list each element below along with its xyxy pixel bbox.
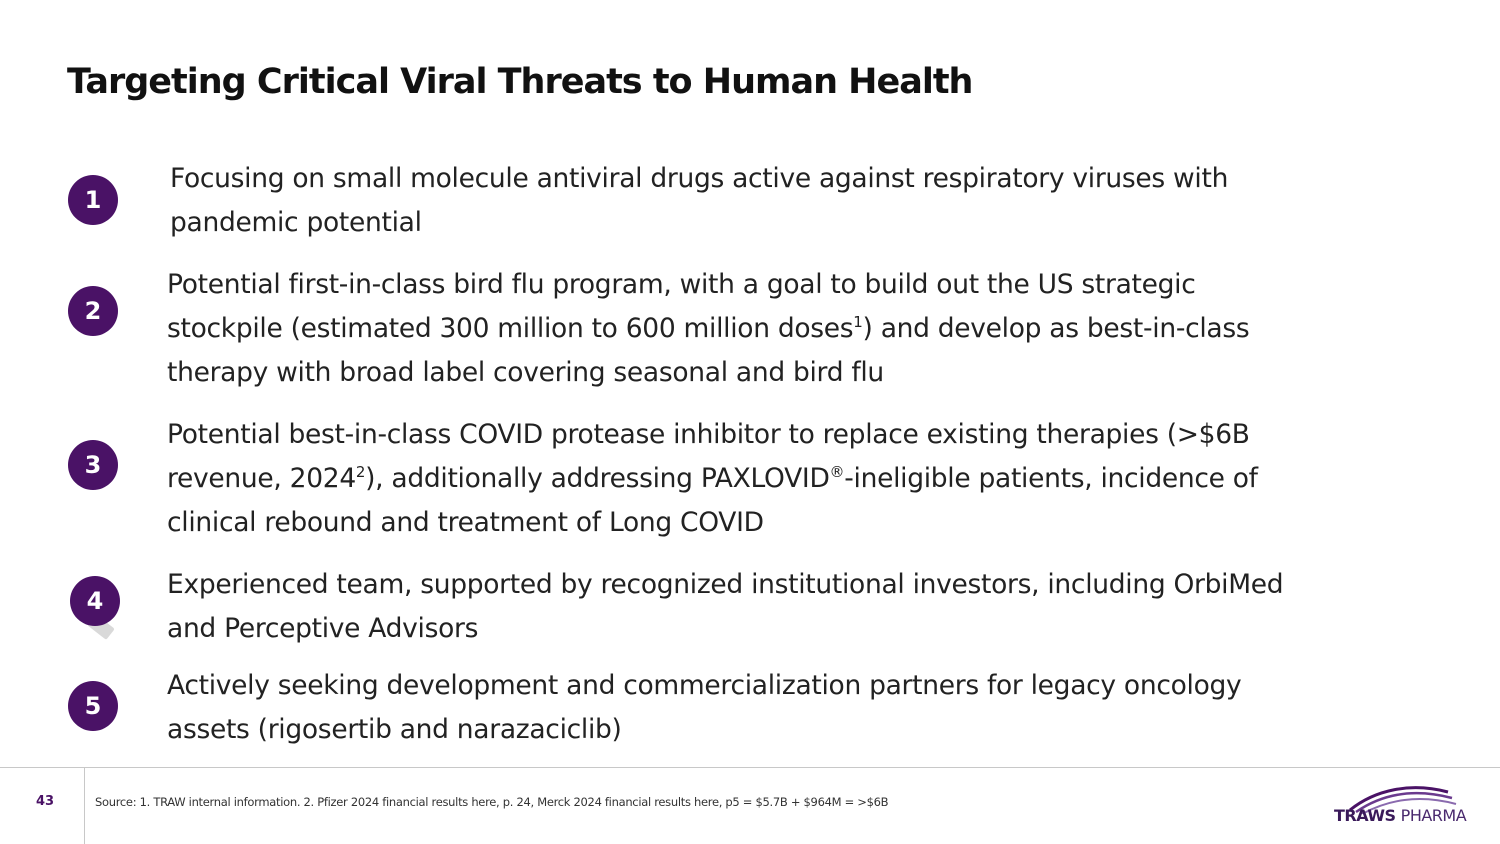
footnote-ref-2: 2 (355, 463, 366, 482)
logo-brand: TRAWS (1334, 806, 1396, 825)
source-footnote: Source: 1. TRAW internal information. 2. Pfizer 2024 financial results here, p. 24, Merck 2024 financial results here, p5 = $5.7B + $964M = >$6B (95, 795, 889, 809)
item-2-line-1: Potential first-in-class bird flu program, with a goal to build out the US strategic (167, 269, 1196, 300)
footer-vertical-divider (84, 768, 85, 844)
item-4-text (167, 563, 1283, 651)
item-4-line-2: and Perceptive Advisors (167, 613, 479, 644)
item-2-line-2b: ) and develop as best-in-class (862, 313, 1250, 344)
traws-pharma-logo (1330, 780, 1470, 830)
footnote-ref-1: 1 (853, 313, 863, 332)
number-badge-4: 4 (70, 576, 120, 626)
logo-wordmark (1334, 806, 1466, 825)
number-badge-1: 1 (68, 175, 118, 225)
item-3-line-2b: ), additionally addressing PAXLOVID (365, 463, 830, 494)
item-2-line-2a: stockpile (estimated 300 million to 600 million doses (167, 313, 854, 344)
item-1-line-1: Focusing on small molecule antiviral drugs active against respiratory viruses with (170, 163, 1229, 194)
item-2-line-3: therapy with broad label covering seasonal and bird flu (167, 357, 884, 388)
item-3-line-2c: -ineligible patients, incidence of (844, 463, 1258, 494)
slide-title: Targeting Critical Viral Threats to Human Health (67, 62, 973, 102)
item-5-line-2: assets (rigosertib and narazaciclib) (167, 714, 622, 745)
item-3-line-1: Potential best-in-class COVID protease inhibitor to replace existing therapies (>$6B (167, 419, 1250, 450)
item-3-line-3: clinical rebound and treatment of Long COVID (167, 507, 764, 538)
item-2-text (167, 263, 1249, 395)
item-3-text (167, 413, 1258, 545)
number-badge-2: 2 (68, 286, 118, 336)
registered-mark: ® (829, 463, 845, 482)
footer-divider (0, 767, 1500, 768)
number-badge-5: 5 (68, 681, 118, 731)
item-1-line-2: pandemic potential (170, 207, 422, 238)
number-badge-3: 3 (68, 440, 118, 490)
item-5-line-1: Actively seeking development and commercialization partners for legacy oncology (167, 670, 1242, 701)
item-4-line-1: Experienced team, supported by recognized institutional investors, including OrbiMed (167, 569, 1284, 600)
item-5-text (167, 664, 1241, 752)
item-1-text (170, 157, 1228, 245)
item-3-line-2a: revenue, 2024 (167, 463, 356, 494)
logo-suffix: PHARMA (1400, 806, 1467, 825)
page-number: 43 (36, 794, 55, 809)
